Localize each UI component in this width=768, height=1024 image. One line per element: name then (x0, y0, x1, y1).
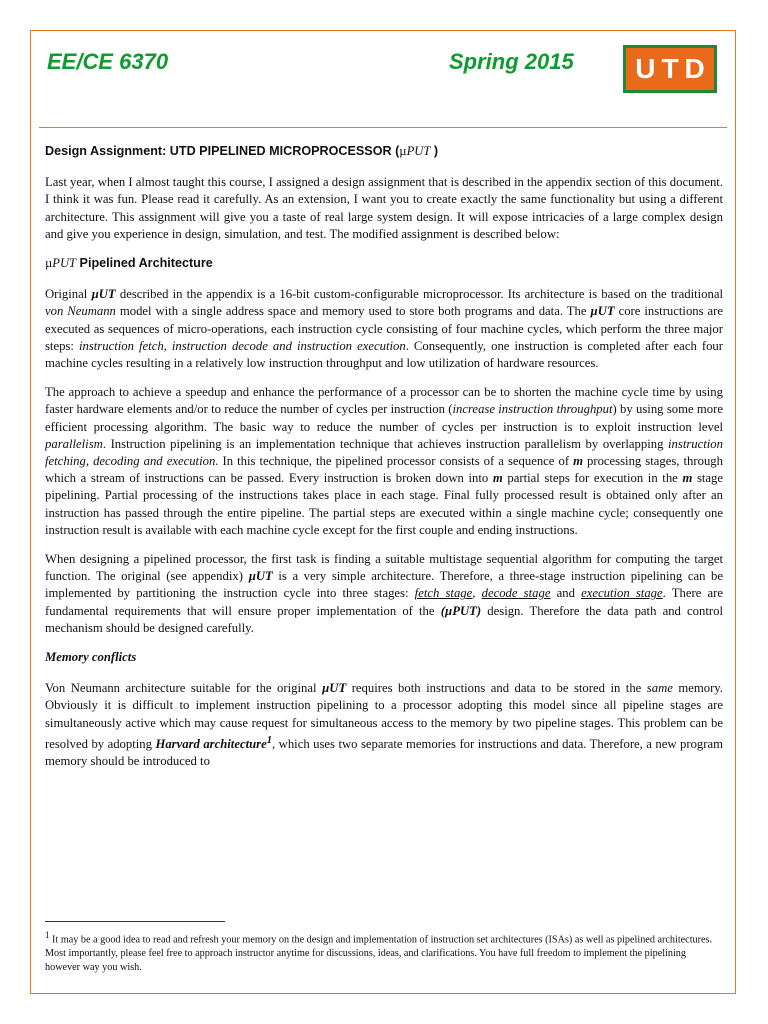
document-body (45, 143, 723, 783)
header-divider (39, 127, 727, 128)
footnote: $^1$ It may be a good idea to read and refresh your memory on the design and implementation of instruction set architectures (ISAs) as well as pipelined architectures. Most importantly, please feel free to approach instructor anytime for discussions, ideas, and clarifications. You have full freedom to implement the pipelining however way you wish. (45, 930, 713, 973)
intro-paragraph: Last year, when I almost taught this course, I assigned a design assignment that is described in the appendix section of this document. I think it was fun. Please read it carefully. As an extension, I want you to create exactly the same functionality but using a different architecture. This assignment will give you a taste of real large system design. It will expose intricacies of a large complex design and give you experience in design, simulation, and test. The modified assignment is described below: (45, 175, 723, 241)
section-heading-memory-conflicts: Memory conflicts (45, 650, 137, 665)
term-title: Spring 2015 (449, 49, 574, 74)
footnote-ref[interactable]: 1 (266, 734, 273, 746)
paragraph-design-pipeline: When designing a pipelined processor, the first task is finding a suitable multistage sequential algorithm for computing the target function. The original (see appendix) µUT is a very simple architecture. Therefore, a three-stage instruction pipelining can be implemented by partitioning the instruction cycle into three stages: fetch stage, decode stage and execution stage. There are fundamental requirements that will ensure proper implementation of the (µPUT) design. Therefore the data path and control mechanism should be designed carefully. (45, 552, 723, 635)
course-title: EE/CE 6370 (47, 49, 169, 74)
utd-logo: UTD (623, 45, 717, 93)
paragraph-von-neumann: Von Neumann architecture suitable for the original µUT requires both instructions and data to be stored in the same memory. Obviously it is difficult to implement instruction pipelining to a processor adopting this model since all pipeline stages are simultaneously active which may cause request for simultaneous access to the memory by two pipeline stages. This problem can be resolved by adopting Harvard architecture$^1$, which uses two separate memories for instructions and data. Therefore, a new program memory should be introduced to (45, 681, 723, 769)
page-frame (30, 30, 736, 994)
footnote-divider (45, 921, 225, 922)
assignment-title: Design Assignment: UTD PIPELINED MICROPROCESSOR (µPUT ) (45, 144, 439, 158)
section-heading-pipelined: µPUT Pipelined Architecture (45, 256, 213, 271)
paragraph-speedup: The approach to achieve a speedup and enhance the performance of a processor can be to shorten the machine cycle time by using faster hardware elements and/or to reduce the number of cycles per instruction (increase instruction throughput) by using some more efficient processing algorithm. The basic way to reduce the number of cycles per instruction is to exploit instruction level parallelism. Instruction pipelining is an implementation technique that achieves instruction parallelism by overlapping instruction fetching, decoding and execution. In this technique, the pipelined processor consists of a sequence of m processing stages, through which a stream of instructions can be passed. Every instruction is broken down into m partial steps for execution in the m stage pipelining. Partial processing of the instructions takes place in each stage. Final fully processed result is obtained only after an instruction has passed through the entire pipeline. The partial steps are executed within a single machine cycle; consequently one instruction result is available with each machine cycle except for the first couple and ending instructions. (45, 385, 724, 537)
paragraph-original-mut: Original µUT described in the appendix is a 16-bit custom-configurable microprocessor. Its architecture is based on the traditional von Neumann model with a single address space and memory used to store both programs and data. The µUT core instructions are executed as sequences of micro-operations, each instruction cycle consisting of four machine cycles, which perform the three major steps: instruction fetch, instruction decode and instruction execution. Consequently, one instruction is completed after each four machine cycles resulting in a relatively low instruction throughput and low utilization of hardware resources. (45, 287, 724, 371)
